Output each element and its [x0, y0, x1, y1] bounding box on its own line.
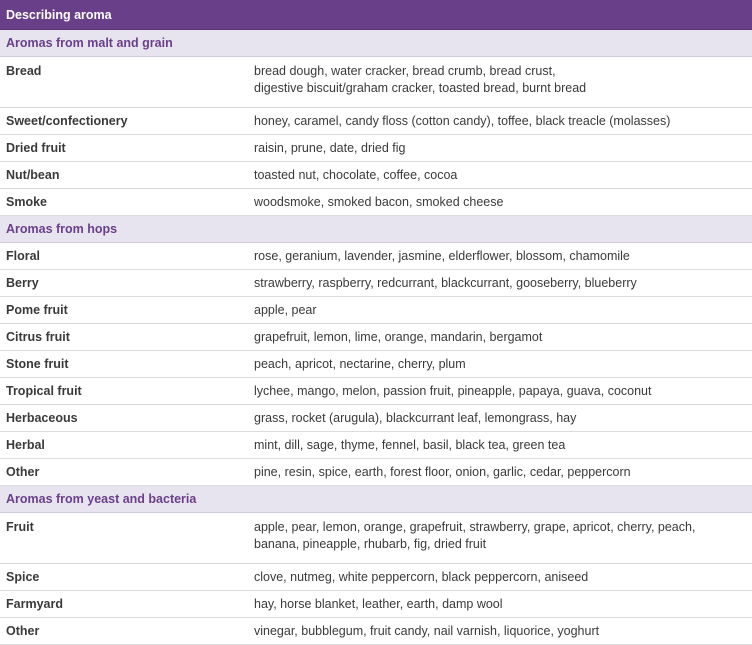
table-title: Describing aroma	[0, 0, 752, 30]
table-row	[0, 618, 752, 645]
row-values: bread dough, water cracker, bread crumb, bread crust, digestive biscuit/graham cracker, toasted bread, burnt bread	[248, 57, 752, 108]
section-header-row	[0, 486, 752, 513]
row-values: rose, geranium, lavender, jasmine, elderflower, blossom, chamomile	[248, 243, 752, 270]
table-row	[0, 432, 752, 459]
table-row	[0, 108, 752, 135]
table-title-row	[0, 0, 752, 30]
row-label: Herbaceous	[0, 405, 248, 432]
row-label: Other	[0, 618, 248, 645]
row-label: Floral	[0, 243, 248, 270]
section-hops	[0, 216, 752, 486]
table-row	[0, 297, 752, 324]
row-values: pine, resin, spice, earth, forest floor, onion, garlic, cedar, peppercorn	[248, 459, 752, 486]
row-values: apple, pear, lemon, orange, grapefruit, strawberry, grape, apricot, cherry, peach, banana, pineapple, rhubarb, fig, dried fruit	[248, 513, 752, 564]
row-values: woodsmoke, smoked bacon, smoked cheese	[248, 189, 752, 216]
row-values: toasted nut, chocolate, coffee, cocoa	[248, 162, 752, 189]
row-label: Berry	[0, 270, 248, 297]
row-label: Smoke	[0, 189, 248, 216]
row-label: Stone fruit	[0, 351, 248, 378]
row-label: Farmyard	[0, 591, 248, 618]
table-row	[0, 564, 752, 591]
table-row	[0, 405, 752, 432]
row-values: raisin, prune, date, dried fig	[248, 135, 752, 162]
section-header-row	[0, 30, 752, 57]
row-values: mint, dill, sage, thyme, fennel, basil, black tea, green tea	[248, 432, 752, 459]
table-row	[0, 351, 752, 378]
row-label: Bread	[0, 57, 248, 108]
table-row	[0, 513, 752, 564]
row-values: apple, pear	[248, 297, 752, 324]
section-header-row	[0, 216, 752, 243]
row-label: Pome fruit	[0, 297, 248, 324]
row-label: Tropical fruit	[0, 378, 248, 405]
row-label: Other	[0, 459, 248, 486]
table-row	[0, 378, 752, 405]
section-yeast-bacteria	[0, 486, 752, 645]
row-label: Dried fruit	[0, 135, 248, 162]
section-heading: Aromas from yeast and bacteria	[0, 486, 752, 513]
table-row	[0, 591, 752, 618]
row-values: strawberry, raspberry, redcurrant, blackcurrant, gooseberry, blueberry	[248, 270, 752, 297]
row-values: honey, caramel, candy floss (cotton candy), toffee, black treacle (molasses)	[248, 108, 752, 135]
table-row	[0, 459, 752, 486]
row-label: Nut/bean	[0, 162, 248, 189]
row-values: clove, nutmeg, white peppercorn, black peppercorn, aniseed	[248, 564, 752, 591]
table-row	[0, 324, 752, 351]
section-heading: Aromas from malt and grain	[0, 30, 752, 57]
row-values: grass, rocket (arugula), blackcurrant leaf, lemongrass, hay	[248, 405, 752, 432]
section-heading: Aromas from hops	[0, 216, 752, 243]
row-label: Spice	[0, 564, 248, 591]
row-label: Citrus fruit	[0, 324, 248, 351]
table-row	[0, 270, 752, 297]
row-values: lychee, mango, melon, passion fruit, pineapple, papaya, guava, coconut	[248, 378, 752, 405]
row-values: grapefruit, lemon, lime, orange, mandarin, bergamot	[248, 324, 752, 351]
section-malt-grain	[0, 30, 752, 216]
table-row	[0, 189, 752, 216]
table-row	[0, 57, 752, 108]
row-values: vinegar, bubblegum, fruit candy, nail varnish, liquorice, yoghurt	[248, 618, 752, 645]
table-row	[0, 162, 752, 189]
row-label: Herbal	[0, 432, 248, 459]
row-label: Sweet/confectionery	[0, 108, 248, 135]
table-row	[0, 135, 752, 162]
row-label: Fruit	[0, 513, 248, 564]
row-values: hay, horse blanket, leather, earth, damp wool	[248, 591, 752, 618]
table-row	[0, 243, 752, 270]
row-values: peach, apricot, nectarine, cherry, plum	[248, 351, 752, 378]
